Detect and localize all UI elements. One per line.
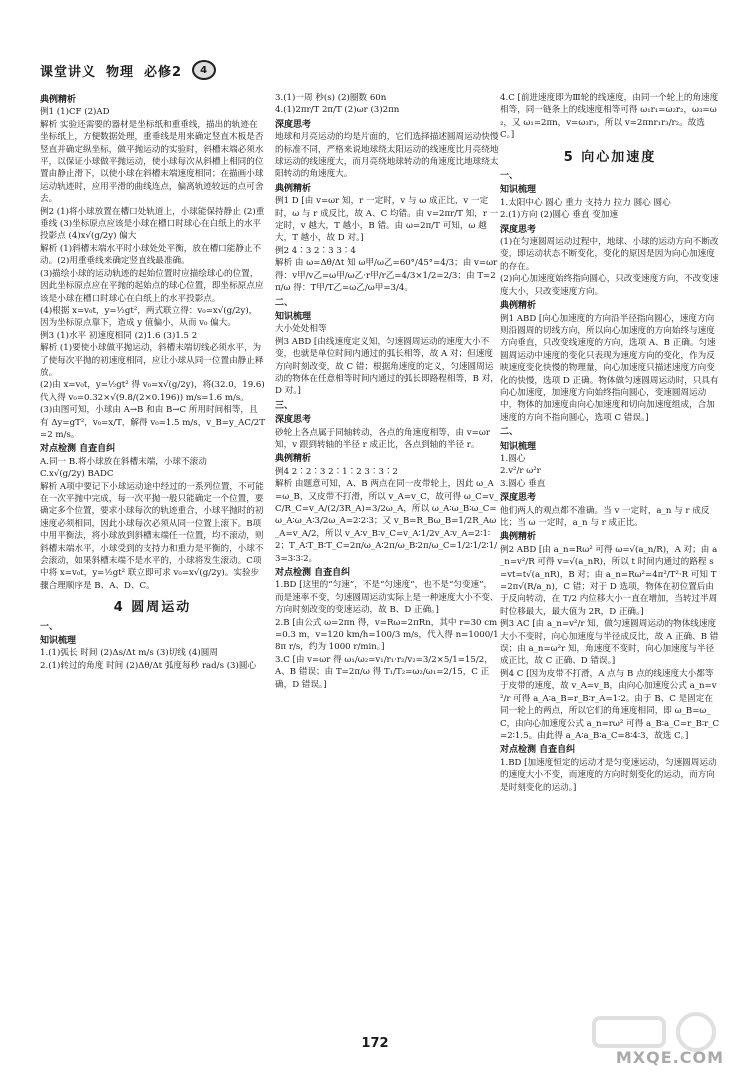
section-heading: 知识梳理 <box>275 311 312 322</box>
section-heading: 深度思考 <box>500 224 537 235</box>
text-paragraph: 例1 ABD [向心加速度的方向沿半径指向圆心，速度方向则沿圆周的切线方向，所以向心加速度的方向始终与速度方向垂直，只改变线速度的方向，选项 A、B 正确。匀速圆周运动中速度的变化只表现为速度方向的变化，作为反映速度变化快慢的物理量，向心加速度只描述速度方向变化的快慢，选项 D 正确。物体做匀速圆周运动时，只具有向心加速度，加速度方向始终指向圆心，变速圆周运动中，物体的加速度由向心加速度和切向加速度组成，合加速度的方向不指向圆心，选项 C 错误。] <box>500 313 719 423</box>
section-heading: 知识梳理 <box>500 185 537 196</box>
section-heading: 深度思考 <box>500 493 537 504</box>
column-3 <box>500 92 720 794</box>
text-paragraph: 例2 ABD [由 a_n=Rω² 可得 ω=√(a_n/R)，A 对；由 a_n=v²/R 可得 v=√(a_nR)，所以 t 时间内通过的路程 s=vt=t√(a_nR)，B 对；由 a_n=Rω²=4π²/T²·R 可知 T=2π√(R/a_n)，C 错；对于 D 选项，物体在初位置后由于反向转动，在 T/2 内位移大小一直在增加，当转过半周时位移最大，最大值为 2R，D 正确。] <box>500 544 718 617</box>
text-paragraph: 例3 (1)水平 初速度相同 (2)1.6 (3)1.5 2 <box>40 330 198 341</box>
text-paragraph: 解析 由题意可知，A、B 两点在同一皮带轮上，因此 ω_A=ω_B，又皮带不打滑，所以 v_A=v_C，故可得 ω_C=v_C/R_C=v_A/(2/3R_A)=3/2ω_A，所以 ω_A∶ω_B∶ω_C=ω_A∶ω_A∶3/2ω_A=2∶2∶3；又 v_B=R_Bω_B=1/2R_Aω_A=v_A/2，所以 v_A∶v_B∶v_C=v_A∶1/2v_A∶v_A=2∶1∶2；T_A∶T_B∶T_C=2π/ω_A∶2π/ω_B∶2π/ω_C=1/2∶1/2∶1/3=3∶3∶2。 <box>275 479 499 564</box>
text-paragraph: 砂轮上各点属于同轴转动，各点的角速度相等，由 v=ωr 知，v 跟到转轴的半径 r 成正比，各点到轴的半径 r。 <box>275 427 490 450</box>
section-heading: 二、 <box>500 427 519 438</box>
section-heading: 知识梳理 <box>40 636 77 647</box>
text-paragraph: 地球和月亮运动的均是片面的，它们选择描述圆周运动快慢的标准不同，严格来说地球绕太阳运动的线速度比月亮绕地球运动的线速度大，而月亮绕地球转动的角速度比地球绕太阳转动的角速度大。 <box>275 132 499 180</box>
column-1 <box>40 92 265 672</box>
chapter-title: 5 向心加速度 <box>563 149 657 165</box>
book-title: 课堂讲义 <box>40 64 97 80</box>
section-heading: 深度思考 <box>275 119 312 130</box>
watermark-text: MXQE.COM <box>615 1048 724 1067</box>
section-heading: 一、 <box>40 621 59 632</box>
chapter-title: 4 圆周运动 <box>113 600 192 616</box>
text-paragraph: 2.v²/r ω²r <box>500 466 541 477</box>
section-heading: 对点检测 自查自纠 <box>40 444 116 455</box>
text-paragraph: 解析 由 ω=Δθ/Δt 知 ω甲/ω乙=60°/45°=4/3；由 v=ωr 得：v甲/v乙=ω甲/ω乙·r甲/r乙=4/3×1/2=2/3；由 T=2π/ω 得：T甲/T乙=ω乙/ω甲=3/4。 <box>275 258 498 294</box>
section-heading: 知识梳理 <box>500 441 537 452</box>
text-paragraph: 解析 (1)斜槽末端水平时小球处处平衡，放在槽口能静止不动。(2)用重垂线来确定竖直线最准确。 <box>40 243 262 267</box>
text-paragraph: C.x√(g/2y) BADC <box>40 469 114 480</box>
section-heading: 一、 <box>500 171 519 182</box>
text-paragraph: 例2 4∶3 2∶3 3∶4 <box>275 245 356 256</box>
text-paragraph: 3.C [由 v=ωr 得 ω₁/ω₂=v₁/r₁·r₂/v₂=3/2×5/1=15/2，A、B 错误；由 T=2π/ω 得 T₁/T₂=ω₂/ω₁=2/15，C 正确，D 错误。] <box>275 654 493 690</box>
text-paragraph: (3)由图可知，小球由 A→B 和由 B→C 所用时间相等，且有 Δy=gT²，v₀=x/T，解得 v₀=1.5 m/s，v_B=y_AC/2T=2 m/s。 <box>40 405 265 440</box>
text-paragraph: A.同一 B.将小球放在斜槽末端，小球不滚动 <box>40 456 207 467</box>
section-heading: 三、 <box>275 400 294 411</box>
section-heading: 典例精析 <box>275 454 312 465</box>
text-paragraph: 例4 2∶2∶3 2∶1∶2 3∶3∶2 <box>275 466 399 477</box>
text-paragraph: 2.B [由公式 ω=2πn 得，v=Rω=2πRn，其中 r=30 cm=0.3 m，v=120 km/h=100/3 m/s，代入得 n=1000/18π r/s，约为 1000 r/min。] <box>275 617 499 653</box>
section-heading: 典例精析 <box>275 183 312 194</box>
text-paragraph: 大小处处相等 <box>275 324 327 335</box>
section-heading: 典例精析 <box>40 95 77 105</box>
section-heading: 典例精析 <box>500 301 537 312</box>
text-paragraph: 1.太阳中心 圆心 重力 支持力 拉力 圆心 圆心 <box>500 197 671 208</box>
page-number: 172 <box>361 1036 389 1051</box>
text-paragraph: 解析 (1)要使小球做平抛运动，斜槽末端切线必须水平，为了使每次平抛的初速度相同，应让小球从同一位置由静止释放。 <box>40 343 264 378</box>
text-paragraph: 3.(1)一周 秒(s) (2)圈数 60n <box>275 93 387 103</box>
text-paragraph: 1.圆心 <box>500 453 526 464</box>
chapter-badge-icon: 4 <box>192 60 216 80</box>
text-paragraph: 例3 ABD [由线速度定义知，匀速圆周运动的速度大小不变，也就是单位时间内通过的弧长相等，故 A 对；但速度方向时刻改变，故 C 错；根据角速度的定义，匀速圆周运动的物体在任意相等时间内通过的弧长即路程相等，B 对，D 对。] <box>275 336 499 397</box>
text-paragraph: 例1 (1)CF (2)AD <box>40 107 110 118</box>
text-paragraph: 例4 C [因为皮带不打滑，A 点与 B 点的线速度大小都等于皮带的速度，故 v_A=v_B，由向心加速度公式 a_n=v²/r 可得 a_A∶a_B=r_B∶r_A=1∶2。由于 B、C 是固定在同一轮上的两点，所以它们的角速度相同，即 ω_B=ω_C，由向心加速度公式 a_n=rω² 可得 a_B∶a_C=r_B∶r_C=2∶1.5。由此得 a_A∶a_B∶a_C=8∶4∶3，故选 C。] <box>500 668 720 741</box>
text-paragraph: 4.(1)2πr/T 2π/T (2)ωr (3)2πn <box>275 105 400 116</box>
section-heading: 典例精析 <box>500 532 537 543</box>
section-heading: 对点检测 自查自纠 <box>275 568 351 579</box>
text-paragraph: 2.(1)方向 (2)圆心 垂直 变加速 <box>500 210 619 221</box>
section-heading: 对点检测 自查自纠 <box>500 745 576 756</box>
text-paragraph: (2)由 x=v₀t，y=½gt² 得 v₀=x√(g/2y)，将(32.0，19.6)代入得 v₀=0.32×√(9.8/(2×0.196)) m/s=1.6 m/s。 <box>40 380 265 403</box>
text-paragraph: 解析 A项中要记下小球运动途中经过的一系列位置，不可能在一次平抛中完成，每一次平抛一般只能确定一个位置，要确定多个位置，要求小球每次的轨迹重合，小球平抛时的初速度必须相同，因此小球每次必须从同一位置上滚下。B项中用平衡法，将小球放到斜槽末端任一位置，均不滚动，则斜槽末端水平，小球受到的支持力和重力是平衡的，小球不会滚动，如果斜槽末端不是水平的，小球将发生滚动。C项中将 x=v₀t，y=½gt² 联立即可求 v₀=x√(g/2y)。实验步骤合理顺序是 B、A、D、C。 <box>40 481 264 591</box>
volume-label: 必修2 <box>144 64 183 80</box>
text-paragraph: 例3 AC [由 a_n=v²/r 知，做匀速圆周运动的物体线速度大小不变时，向心加速度与半径成反比，故 A 正确、B 错误；由 a_n=ω²r 知，角速度不变时，向心加速度与半径成正比，故 C 正确、D 错误。] <box>500 619 719 667</box>
text-paragraph: 1.BD [加速度恒定的运动才是匀变速运动，匀速圆周运动的速度大小不变，而速度的方向时刻变化的运动，而方向是时刻变化的运动。] <box>500 757 717 793</box>
text-paragraph: 3.圆心 垂直 <box>500 478 546 489</box>
section-heading: 深度思考 <box>275 415 312 426</box>
text-paragraph: 4.C [前进速度即为Ⅲ轮的线速度，由同一个轮上的角速度相等，同一链条上的线速度相等可得 ω₁r₁=ω₂r₂，ω₃=ω₂，又 ω₁=2πn，v=ω₃r₃，所以 v=2πnr₁r₃/r₂。故选 C。] <box>500 93 719 141</box>
text-paragraph: 例1 D [由 v=ωr 知，r 一定时，v 与 ω 成正比，v 一定时，ω 与 r 成反比，故 A、C 均错。由 v=2πr/T 知，r 一定时，v 越大，T 越小，B 错。由 ω=2π/T 可知，ω 越大，T 越小，故 D 对。] <box>275 196 499 244</box>
section-heading: 二、 <box>275 297 294 308</box>
text-paragraph: (1)在匀速圆周运动过程中，地球、小球的运动方向不断改变，即运动状态不断变化，变化的原因是因为向心加速度的存在。 <box>500 237 719 272</box>
subject-label: 物理 <box>106 64 135 80</box>
text-paragraph: (4)根据 x=v₀t，y=½gt²，两式联立得：v₀=x√(g/2y)，因为坐标原点靠下，造成 y 值偏小，从而 v₀ 偏大。 <box>40 305 258 329</box>
page-header <box>40 56 216 84</box>
text-paragraph: 2.(1)转过的角度 时间 (2)Δθ/Δt 弧度每秒 rad/s (3)圆心 <box>40 660 257 671</box>
text-paragraph: 他们两人的观点都不准确。当 v 一定时，a_n 与 r 成反比；当 ω 一定时，a_n 与 r 成正比。 <box>500 505 710 528</box>
text-paragraph: (2)向心加速度始终指向圆心，只改变速度方向，不改变速度大小，只改变速度方向。 <box>500 274 719 297</box>
text-paragraph: 1.(1)弧长 时间 (2)Δs/Δt m/s (3)切线 (4)圆周 <box>40 648 218 659</box>
text-paragraph: 1.BD [这里的“匀速”，不是“匀速度”，也不是“匀变速”，而是速率不变，匀速圆周运动实际上是一种速度大小不变、方向时刻改变的变速运动，故 B、D 正确。] <box>275 580 499 616</box>
text-paragraph: 解析 实验还需要的器材是坐标纸和重垂线，描出的轨迹在坐标纸上，方便数据处理，重垂线是用来确定竖直木板是否竖直并确定纵坐标，做平抛运动的实验时，斜槽末端必须水平，以保证小球做平抛运动，使小球每次从斜槽上相同的位置由静止滑下，以使小球在斜槽末端速度相同；在描画小球运动轨迹时，应用平滑的曲线连点，偏离轨迹较远的点可舍去。 <box>40 119 264 205</box>
text-paragraph: (3)描绘小球的运动轨迹的起始位置时应描绘球心的位置，因此坐标原点应在平抛的起始点的球心位置，即坐标原点应该是小球在槽口时球心在白纸上的水平投影点。 <box>40 268 264 304</box>
column-2 <box>275 92 500 691</box>
text-paragraph: 例2 (1)将小球放置在槽口处轨道上，小球能保持静止 (2)重垂线 (3)坐标原点应该是小球在槽口时球心在白纸上的水平投影点 (4)x√(g/2y) 偏大 <box>40 206 265 242</box>
